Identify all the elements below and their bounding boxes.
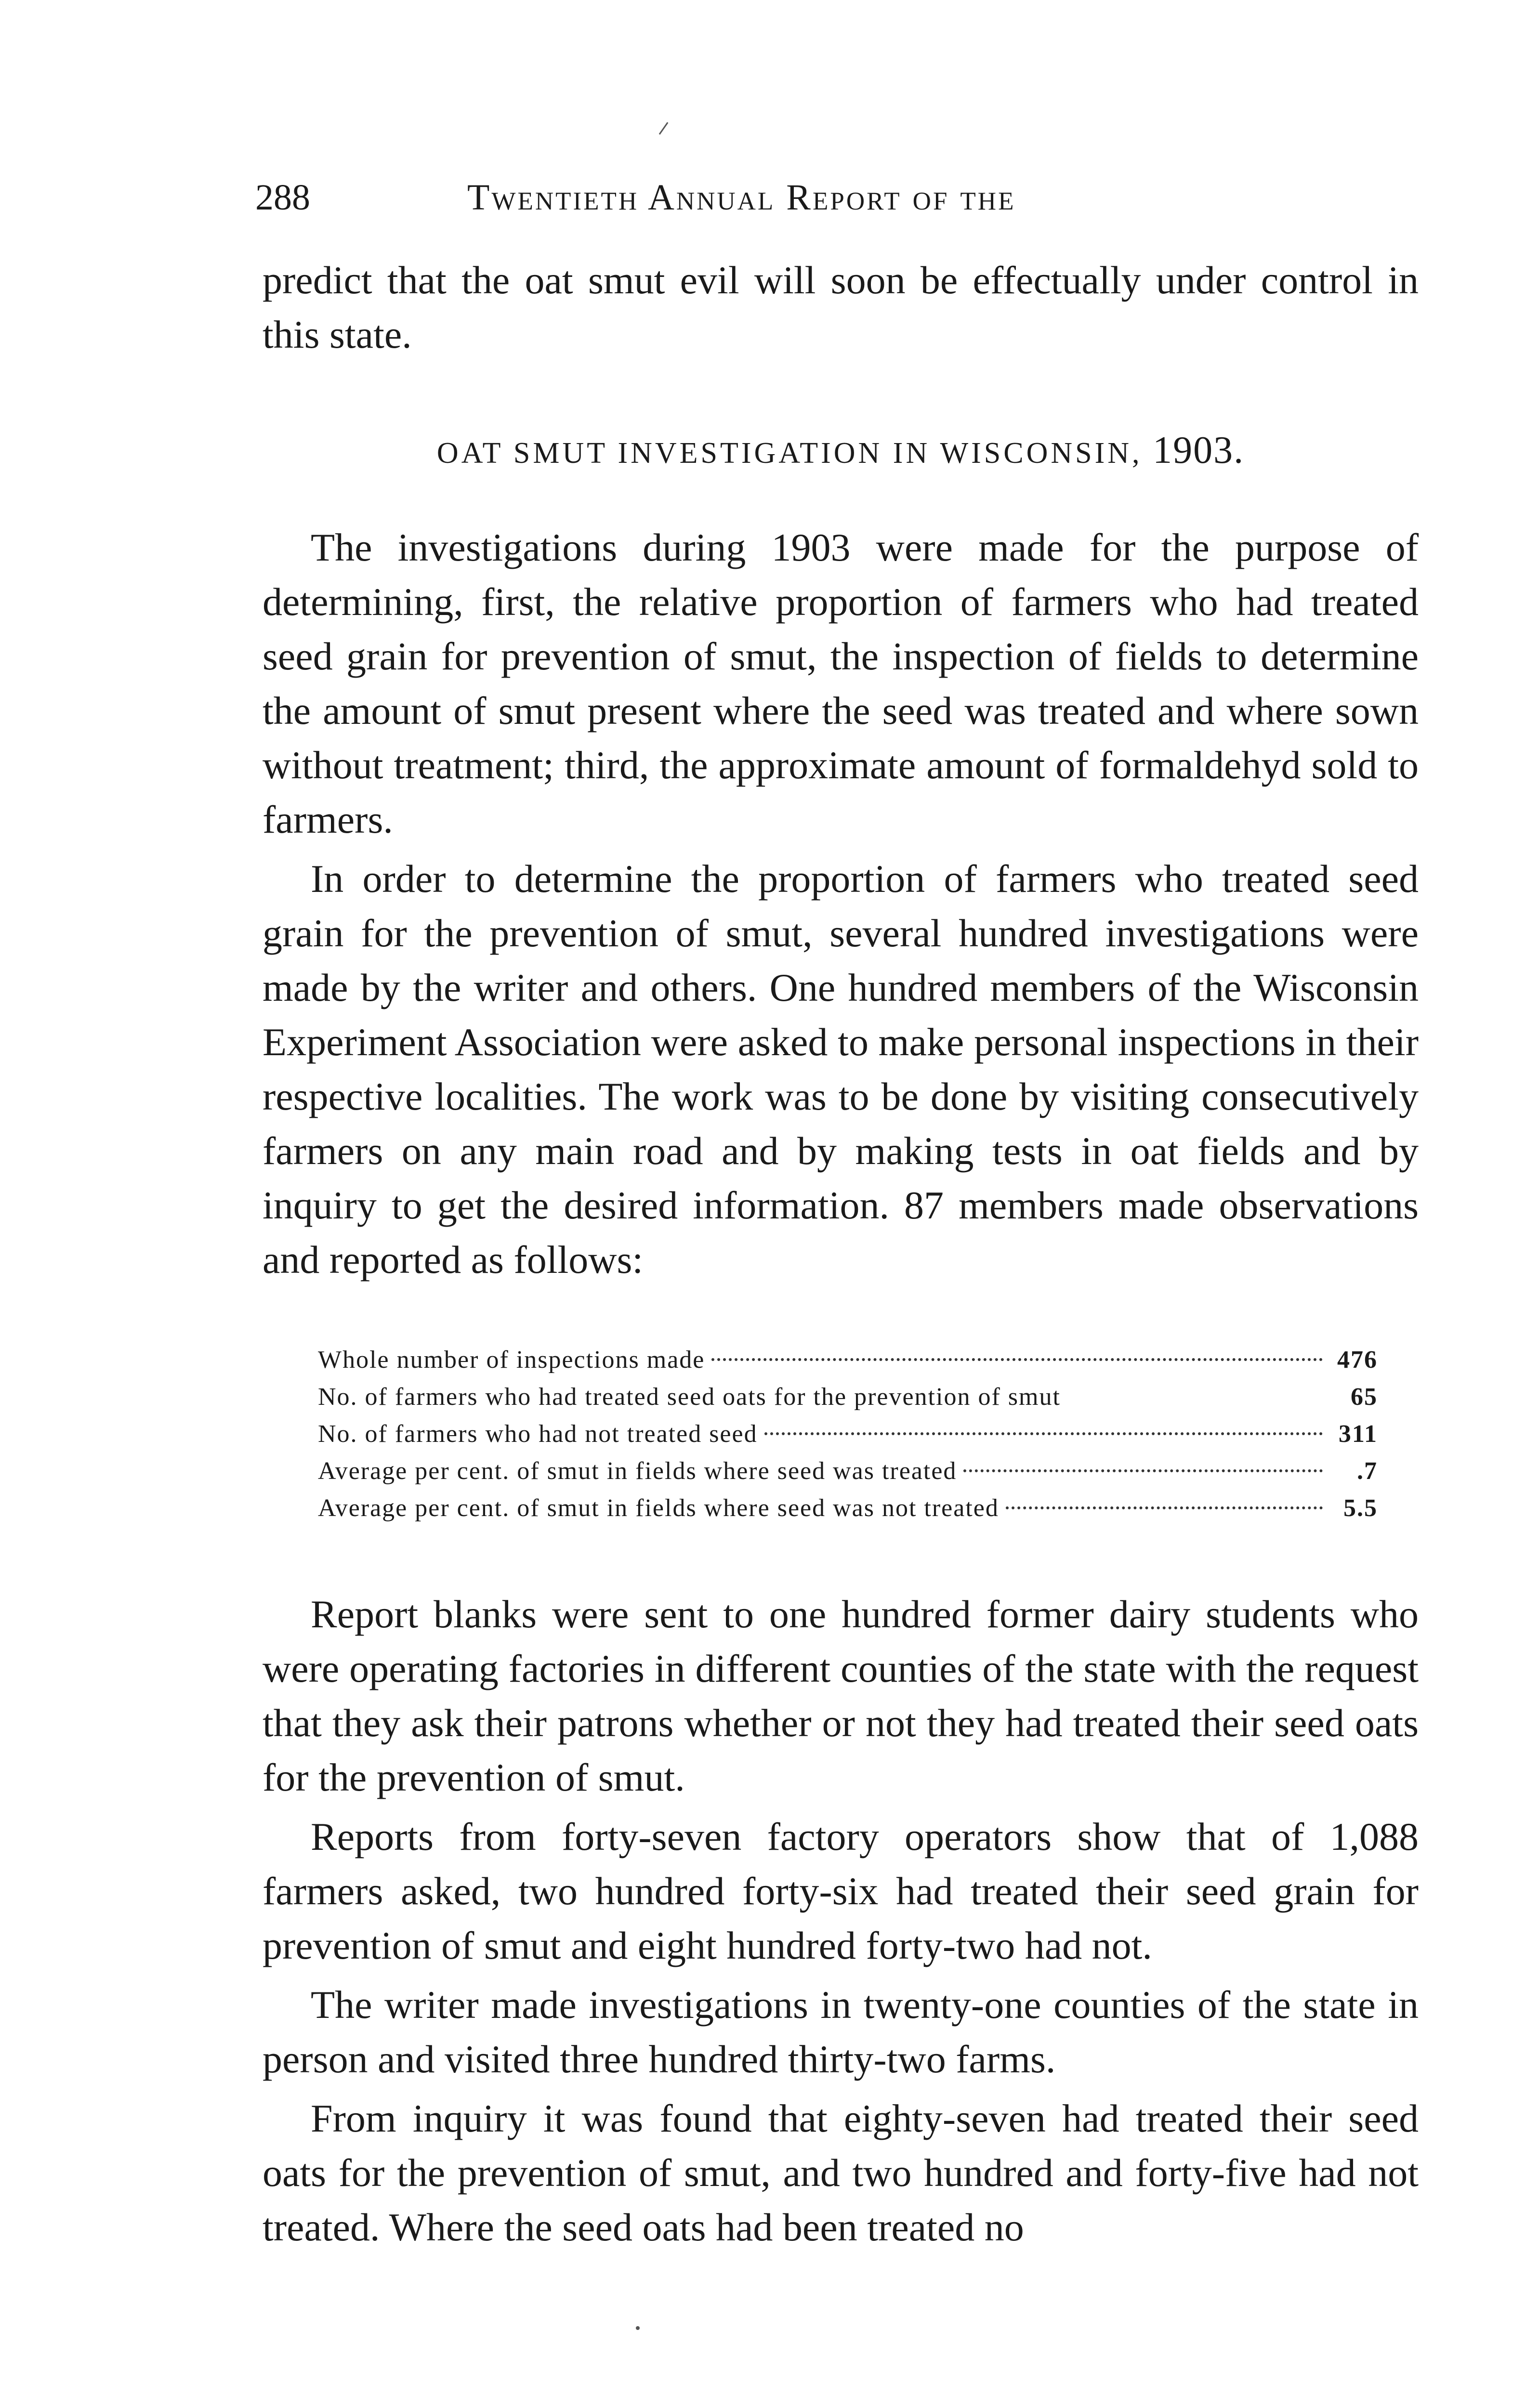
- stats-table: [318, 1341, 1378, 1527]
- stat-label: Average per cent. of smut in fields where seed was treated: [318, 1457, 957, 1485]
- dot-leader: [711, 1358, 1323, 1361]
- stat-row: [318, 1341, 1378, 1378]
- stat-value: 65: [1351, 1383, 1378, 1411]
- stat-value: 476: [1337, 1346, 1378, 1374]
- stat-label: No. of farmers who had treated seed oats for the prevention of smut: [318, 1383, 1061, 1411]
- running-title: Twentieth Annual Report of the: [467, 177, 1016, 218]
- stat-label: Whole number of inspections made: [318, 1346, 705, 1374]
- page-number: 288: [255, 177, 310, 218]
- paragraph-purpose: The investigations during 1903 were made for the purpose of determining, first, the relative proportion of farmers who had treated seed grain for prevention of smut, the inspection of fields to determine the amount of smut present where the seed was treated and where sown without treatment; third, the approximate amount of formaldehyd sold to farmers.: [263, 525, 1419, 841]
- stray-mark: [659, 122, 673, 138]
- paragraph-writer-investigations: The writer made investigations in twenty-one counties of the state in person and visited three hundred thirty-two farms.: [263, 1983, 1419, 2081]
- paragraph-report-blanks: Report blanks were sent to one hundred former dairy students who were operating factories in different counties of the state with the request that they ask their patrons whether or not they had treated their seed oats for the prevention of smut.: [263, 1592, 1419, 1799]
- stat-value: .7: [1357, 1457, 1378, 1485]
- stray-dot: [636, 2326, 640, 2330]
- stat-row: [318, 1453, 1378, 1490]
- section-heading-year: 1903.: [1153, 429, 1245, 471]
- stat-value: 5.5: [1343, 1494, 1378, 1522]
- continuation-paragraph: predict that the oat smut evil will soon be effectually under control in this state.: [263, 258, 1419, 356]
- stat-row: [318, 1415, 1378, 1453]
- intro-text-block: [263, 520, 1419, 1287]
- paragraph-inquiry-results: From inquiry it was found that eighty-seven had treated their seed oats for the prevention of smut, and two hundred and forty-five had not treated. Where the seed oats had been treated no: [263, 2096, 1419, 2249]
- stat-value: 311: [1338, 1420, 1378, 1448]
- running-head: [255, 171, 1219, 224]
- section-heading: [263, 429, 1419, 475]
- paragraph-factory-reports: Reports from forty-seven factory operators show that of 1,088 farmers asked, two hundred forty-six had treated their seed grain for prevention of smut and eight hundred forty-two had not.: [263, 1815, 1419, 1967]
- stat-label: Average per cent. of smut in fields where seed was not treated: [318, 1494, 999, 1522]
- results-text-block: [263, 1587, 1419, 2254]
- dot-leader: [963, 1469, 1323, 1472]
- dot-leader: [1006, 1506, 1323, 1509]
- continuation-block: [263, 253, 1419, 362]
- stat-row: [318, 1378, 1378, 1415]
- section-heading-text: OAT SMUT INVESTIGATION IN WISCONSIN,: [436, 437, 1143, 470]
- paragraph-method: In order to determine the proportion of farmers who treated seed grain for the prevention of smut, several hundred investigations were made by the writer and others. One hundred members of the Wisconsin Experiment Association were asked to make personal inspections in their respective localities. The work was to be done by visiting consecutively farmers on any main road and by making tests in oat fields and by inquiry to get the desired information. 87 members made observations and reported as follows:: [263, 857, 1419, 1282]
- dot-leader: [764, 1432, 1323, 1435]
- stat-label: No. of farmers who had not treated seed: [318, 1420, 758, 1448]
- stat-row: [318, 1490, 1378, 1527]
